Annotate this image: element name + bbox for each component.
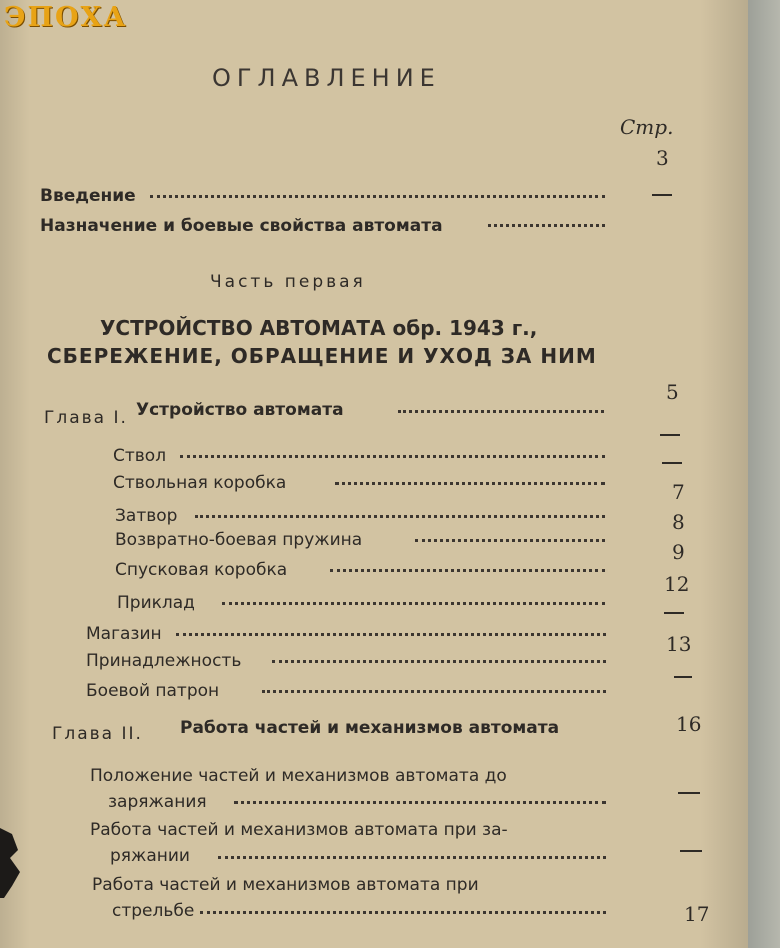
- ink-mark-decoration: [0, 828, 22, 898]
- toc-title: ОГЛАВЛЕНИЕ: [212, 64, 441, 92]
- toc-entry-trigger-box: Спусковая коробка: [115, 560, 288, 580]
- leader-dots: [195, 515, 605, 518]
- toc-entry-spring: Возвратно-боевая пружина: [115, 530, 363, 550]
- watermark-logo: ЭПОХА: [4, 2, 128, 33]
- page-number: 12: [664, 572, 690, 596]
- page-number: 3: [656, 146, 669, 170]
- leader-dots: [398, 410, 604, 413]
- toc-entry-firing-line2: стрельбе: [112, 901, 195, 921]
- toc-entry-stock: Приклад: [117, 593, 195, 613]
- leader-dots: [222, 602, 605, 605]
- page-dash: [678, 792, 700, 794]
- chapter2-title: Работа частей и механизмов автомата: [180, 718, 560, 738]
- toc-entry-purpose: Назначение и боевые свойства автомата: [40, 216, 443, 236]
- leader-dots: [330, 569, 605, 572]
- leader-dots: [415, 539, 605, 542]
- leader-dots: [272, 660, 606, 663]
- chapter2-label: Глава II.: [52, 724, 143, 744]
- page-dash: [680, 850, 702, 852]
- leader-dots: [218, 856, 606, 859]
- toc-entry-loading-line1: Работа частей и механизмов автомата при за-: [90, 820, 508, 840]
- leader-dots: [262, 690, 606, 693]
- page-number: 9: [672, 540, 685, 564]
- leader-dots: [335, 482, 605, 485]
- toc-entry-firing-line1: Работа частей и механизмов автомата при: [92, 875, 479, 895]
- page-edge: [748, 0, 780, 948]
- page-dash: [674, 676, 692, 678]
- toc-entry-position-line2: заряжания: [108, 792, 207, 812]
- page-number: 13: [666, 632, 692, 656]
- page-number: 5: [666, 380, 679, 404]
- page-dash: [660, 434, 680, 436]
- page-number: 8: [672, 510, 685, 534]
- page-dash: [662, 462, 682, 464]
- page-dash: [664, 612, 684, 614]
- leader-dots: [200, 911, 606, 914]
- leader-dots: [488, 224, 605, 227]
- toc-entry-bolt: Затвор: [115, 506, 178, 526]
- toc-entry-cartridge: Боевой патрон: [86, 681, 220, 701]
- part-title-line2: СБЕРЕЖЕНИЕ, ОБРАЩЕНИЕ И УХОД ЗА НИМ: [47, 344, 597, 368]
- page-number: 17: [684, 902, 710, 926]
- page-number: 7: [672, 480, 685, 504]
- leader-dots: [234, 801, 606, 804]
- part-title-line1: УСТРОЙСТВО АВТОМАТА обр. 1943 г.,: [100, 316, 538, 340]
- toc-entry-barrel: Ствол: [113, 446, 167, 466]
- toc-entry-loading-line2: ряжании: [110, 846, 190, 866]
- toc-entry-receiver: Ствольная коробка: [113, 473, 287, 493]
- toc-entry-position-line1: Положение частей и механизмов автомата до: [90, 766, 507, 786]
- page-dash: [652, 194, 672, 196]
- toc-entry-magazine: Магазин: [86, 624, 162, 644]
- page-column-label: Стр.: [620, 115, 674, 139]
- leader-dots: [176, 633, 606, 636]
- chapter1-title: Устройство автомата: [136, 400, 344, 420]
- toc-entry-intro: Введение: [40, 186, 136, 206]
- leader-dots: [180, 455, 605, 458]
- leader-dots: [150, 195, 605, 198]
- toc-entry-accessories: Принадлежность: [86, 651, 242, 671]
- part-label: Часть первая: [210, 272, 366, 292]
- chapter1-label: Глава I.: [44, 408, 128, 428]
- page-number: 16: [676, 712, 702, 736]
